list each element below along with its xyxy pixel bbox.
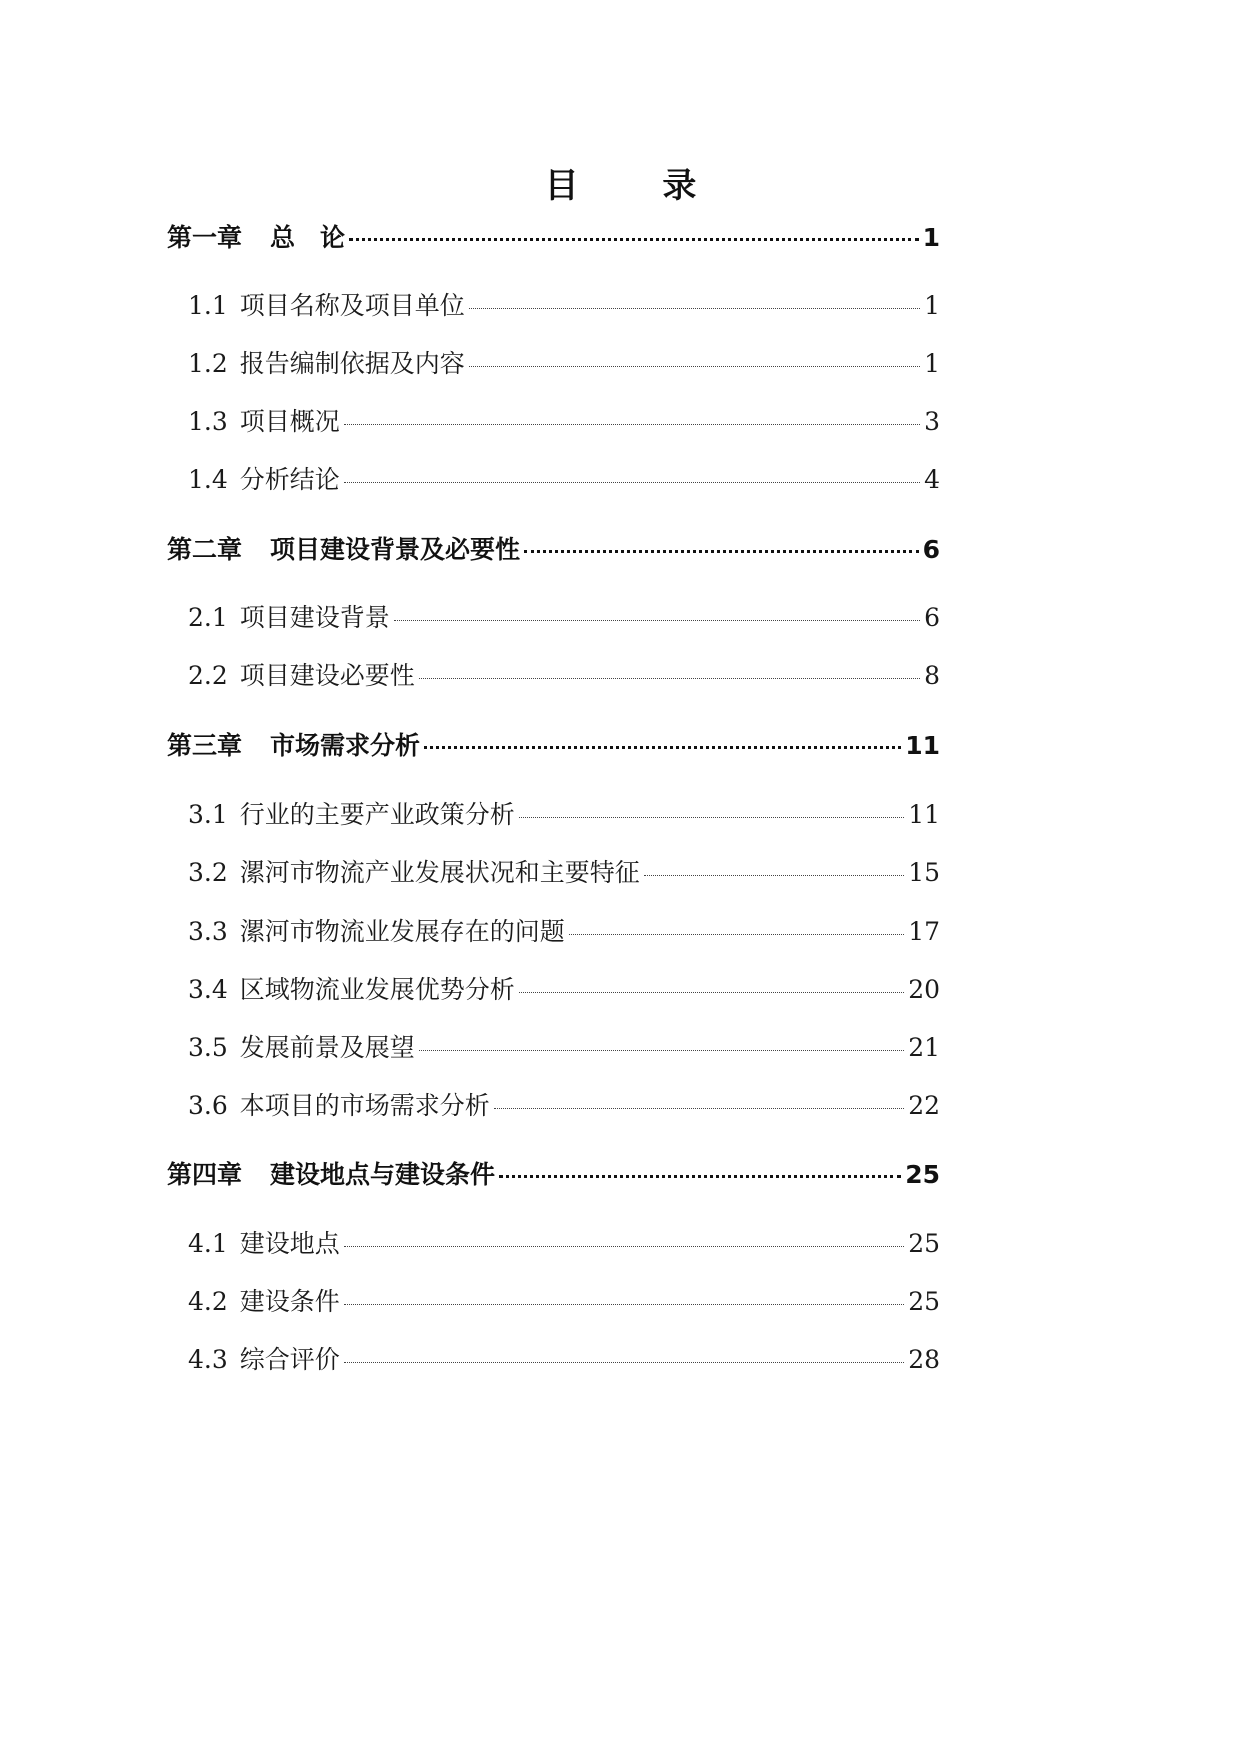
entry-number: 1.1: [188, 291, 228, 320]
entry-page-number: 1: [922, 223, 940, 252]
entry-label: [188, 1224, 342, 1260]
entry-number: 3.5: [188, 1033, 228, 1062]
entry-label: [188, 853, 642, 889]
toc-section-entry[interactable]: [188, 1282, 940, 1322]
entry-number: 1.3: [188, 407, 228, 436]
entry-title: 项目建设必要性: [239, 661, 415, 690]
dot-leader: [344, 424, 920, 425]
dot-leader: [494, 1108, 904, 1109]
entry-number: 4.3: [188, 1345, 228, 1374]
entry-page-number: 17: [908, 917, 940, 946]
entry-label: [188, 912, 567, 948]
entry-label: [188, 1028, 417, 1064]
entry-page-number: 6: [924, 603, 940, 632]
entry-label: [188, 598, 392, 634]
dot-leader: [394, 620, 920, 621]
entry-label: [188, 1086, 492, 1122]
entry-page-number: 25: [908, 1229, 940, 1258]
entry-title: 项目建设背景: [239, 603, 390, 632]
entry-number: 4.2: [188, 1287, 228, 1316]
entry-label: [167, 218, 347, 254]
entry-page-number: 11: [905, 731, 940, 760]
dot-leader: [499, 1175, 901, 1178]
entry-title: 漯河市物流产业发展状况和主要特征: [239, 858, 640, 887]
entry-number: 2.2: [188, 661, 228, 690]
entry-number: 1.2: [188, 349, 228, 378]
toc-section-entry[interactable]: [188, 970, 940, 1010]
entry-title: 建设条件: [239, 1287, 340, 1316]
dot-leader: [344, 1362, 904, 1363]
entry-label: [188, 286, 467, 322]
toc-section-entry[interactable]: [188, 460, 940, 500]
entry-page-number: 25: [905, 1160, 940, 1189]
toc-chapter-entry[interactable]: [167, 1155, 940, 1195]
entry-page-number: 4: [924, 465, 940, 494]
entry-title: 分析结论: [239, 465, 340, 494]
entry-page-number: 15: [908, 858, 940, 887]
dot-leader: [519, 992, 904, 993]
toc-chapter-entry[interactable]: [167, 218, 940, 258]
entry-page-number: 6: [922, 535, 940, 564]
entry-label: [188, 402, 342, 438]
entry-label: [188, 1340, 342, 1376]
entry-title: 项目名称及项目单位: [239, 291, 465, 320]
toc-section-entry[interactable]: [188, 1340, 940, 1380]
entry-title: 报告编制依据及内容: [239, 349, 465, 378]
entry-label: [188, 970, 517, 1006]
entry-title: 项目建设背景及必要性: [270, 535, 521, 564]
entry-title: 本项目的市场需求分析: [239, 1091, 490, 1120]
entry-number: 4.1: [188, 1229, 228, 1258]
dot-leader: [344, 1304, 904, 1305]
entry-label: [167, 1155, 497, 1191]
entry-number: 第二章: [167, 535, 243, 564]
dot-leader: [349, 238, 919, 241]
toc-section-entry[interactable]: [188, 598, 940, 638]
entry-page-number: 1: [924, 349, 940, 378]
dot-leader: [344, 482, 920, 483]
entry-title: 总 论: [270, 223, 346, 252]
entry-label: [188, 1282, 342, 1318]
entry-number: 3.3: [188, 917, 228, 946]
entry-page-number: 20: [908, 975, 940, 1004]
dot-leader: [469, 366, 920, 367]
entry-number: 3.4: [188, 975, 228, 1004]
entry-label: [188, 344, 467, 380]
entry-number: 第三章: [167, 731, 243, 760]
toc-section-entry[interactable]: [188, 795, 940, 835]
entry-page-number: 3: [924, 407, 940, 436]
entry-page-number: 1: [924, 291, 940, 320]
entry-number: 3.1: [188, 800, 228, 829]
entry-number: 2.1: [188, 603, 228, 632]
toc-section-entry[interactable]: [188, 1028, 940, 1068]
entry-page-number: 22: [908, 1091, 940, 1120]
dot-leader: [569, 934, 904, 935]
dot-leader: [469, 308, 920, 309]
entry-number: 第一章: [167, 223, 243, 252]
entry-page-number: 25: [908, 1287, 940, 1316]
toc-section-entry[interactable]: [188, 1086, 940, 1126]
entry-title: 发展前景及展望: [239, 1033, 415, 1062]
dot-leader: [419, 678, 920, 679]
toc-section-entry[interactable]: [188, 656, 940, 696]
dot-leader: [424, 746, 901, 749]
entry-title: 区域物流业发展优势分析: [239, 975, 515, 1004]
entry-label: [188, 460, 342, 496]
entry-page-number: 28: [908, 1345, 940, 1374]
entry-title: 行业的主要产业政策分析: [239, 800, 515, 829]
dot-leader: [644, 875, 904, 876]
entry-number: 1.4: [188, 465, 228, 494]
dot-leader: [344, 1246, 904, 1247]
entry-page-number: 8: [924, 661, 940, 690]
toc-section-entry[interactable]: [188, 1224, 940, 1264]
entry-number: 第四章: [167, 1160, 243, 1189]
toc-section-entry[interactable]: [188, 402, 940, 442]
toc-section-entry[interactable]: [188, 344, 940, 384]
entry-number: 3.2: [188, 858, 228, 887]
entry-number: 3.6: [188, 1091, 228, 1120]
dot-leader: [519, 817, 904, 818]
entry-title: 市场需求分析: [270, 731, 421, 760]
toc-title: 目 录: [544, 166, 733, 206]
entry-page-number: 11: [908, 800, 940, 829]
entry-label: [167, 530, 522, 566]
dot-leader: [524, 550, 919, 553]
entry-label: [188, 795, 517, 831]
entry-page-number: 21: [908, 1033, 940, 1062]
entry-label: [167, 726, 422, 762]
entry-title: 建设地点与建设条件: [270, 1160, 496, 1189]
toc-section-entry[interactable]: [188, 853, 940, 893]
entry-title: 综合评价: [239, 1345, 340, 1374]
entry-title: 项目概况: [239, 407, 340, 436]
entry-title: 建设地点: [239, 1229, 340, 1258]
toc-chapter-entry[interactable]: [167, 530, 940, 570]
entry-label: [188, 656, 417, 692]
toc-section-entry[interactable]: [188, 286, 940, 326]
toc-chapter-entry[interactable]: [167, 726, 940, 766]
dot-leader: [419, 1050, 904, 1051]
entry-title: 漯河市物流业发展存在的问题: [239, 917, 565, 946]
toc-section-entry[interactable]: [188, 912, 940, 952]
